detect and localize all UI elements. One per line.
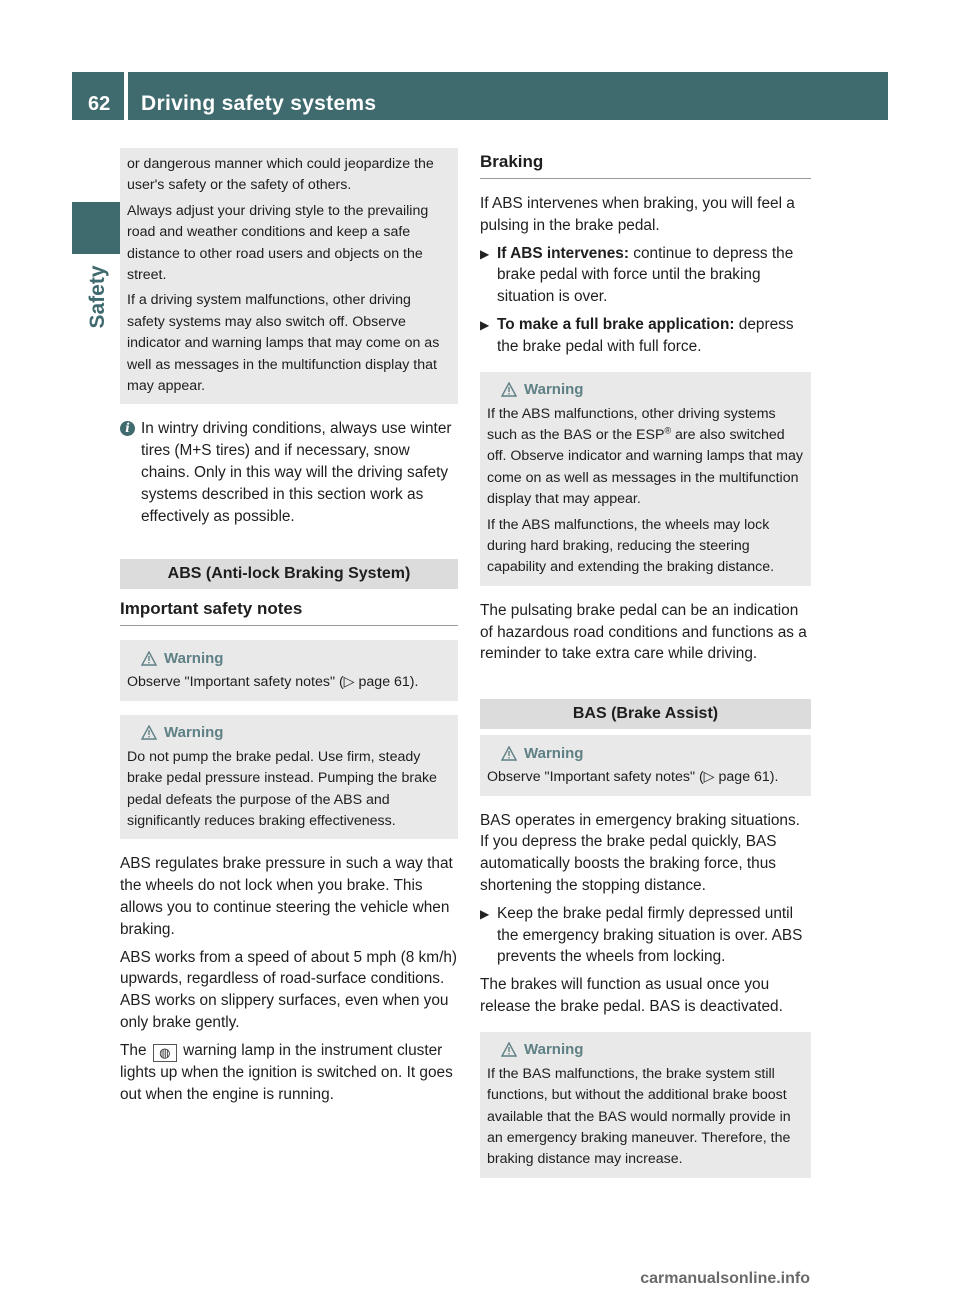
warning-heading: Warning xyxy=(501,378,804,402)
section-tab-label: Safety xyxy=(86,265,109,329)
warning-box xyxy=(120,640,458,700)
subheading-safety-notes: Important safety notes xyxy=(120,595,458,626)
warning-heading: Warning xyxy=(501,741,804,765)
body-paragraph: The pulsating brake pedal can be an indication of hazardous road conditions and functions as a reminder to take extra care while driving. xyxy=(480,601,807,663)
warning-text: Observe "Important safety notes" (▷ page 61). xyxy=(127,674,419,691)
body-paragraph: ABS regulates brake pressure in such a way that the wheels do not lock when you brake. This allows you to continue steering the vehicle when braking. xyxy=(120,855,453,938)
warning-triangle-icon xyxy=(501,1042,517,1057)
body-paragraph: BAS operates in emergency braking situations. If you depress the brake pedal quickly, BAS automatically boosts the braking force, thus shortening the stopping distance. xyxy=(480,811,800,895)
warning-triangle-icon xyxy=(141,725,157,740)
warning-text: If the BAS malfunctions, the brake system still functions, but without the additional brake boost available that the BAS would normally provide in an emergency braking maneuver. Therefore, the braking distance may increase. xyxy=(487,1065,791,1168)
warning-text: If the ABS malfunctions, other driving systems such as the BAS or the ESP® are also switched off. Observe indicator and warning lamps that may come on as well as messages in the multifunction display that may appear. xyxy=(487,405,803,508)
box-paragraph: Always adjust your driving style to the prevailing road and weather conditions and keep a safe distance to other road users and objects on the street. xyxy=(127,202,429,284)
left-column xyxy=(120,148,458,1111)
watermark: carmanualsonline.info xyxy=(640,1270,810,1287)
abs-warning-lamp-icon: ◍ xyxy=(153,1044,177,1062)
warning-box xyxy=(120,715,458,840)
instruction-step: ▶ If ABS intervenes: continue to depress the brake pedal with force until the braking situation is over. xyxy=(480,243,811,308)
box-paragraph: or dangerous manner which could jeopardize the user's safety or the safety of others. xyxy=(127,156,434,194)
body-paragraph: ABS works from a speed of about 5 mph (8 km/h) upwards, regardless of road-surface conditions. ABS works on slippery surfaces, even when you only brake gently. xyxy=(120,948,458,1032)
body-paragraph: The ◍ warning lamp in the instrument cluster lights up when the ignition is switched on. It goes out when the engine is running. xyxy=(120,1041,453,1103)
body-paragraph: If ABS intervenes when braking, you will feel a pulsing in the brake pedal. xyxy=(480,195,795,234)
section-heading-abs: ABS (Anti-lock Braking System) xyxy=(120,559,458,589)
warning-text: If the ABS malfunctions, the wheels may lock during hard braking, reducing the steering capability and extending the braking distance. xyxy=(487,516,775,576)
page-title: Driving safety systems xyxy=(128,72,888,120)
step-arrow-icon: ▶ xyxy=(480,246,490,261)
warning-box xyxy=(480,1032,811,1178)
instruction-step: ▶ To make a full brake application: depress the brake pedal with full force. xyxy=(480,314,811,358)
instruction-step: ▶ Keep the brake pedal firmly depressed until the emergency braking situation is over. ABS prevents the wheels from locking. xyxy=(480,903,811,968)
warning-box xyxy=(480,372,811,586)
warning-box-continued xyxy=(120,148,458,404)
section-tab-marker xyxy=(72,202,124,254)
page-number: 62 xyxy=(72,72,124,120)
section-heading-bas: BAS (Brake Assist) xyxy=(480,699,811,729)
info-icon: i xyxy=(120,421,135,436)
step-arrow-icon: ▶ xyxy=(480,317,490,332)
warning-text: Do not pump the brake pedal. Use firm, steady brake pedal pressure instead. Pumping the brake pedal defeats the purpose of the ABS and significantly reduces braking effectiveness. xyxy=(127,748,437,830)
info-text: In wintry driving conditions, always use winter tires (M+S tires) and if necessary, snow chains. Only in this way will the driving safety systems described in this section work as effectively as possible. xyxy=(141,420,452,525)
warning-heading: Warning xyxy=(501,1038,804,1062)
subheading-braking: Braking xyxy=(480,148,811,179)
warning-heading: Warning xyxy=(141,721,451,745)
warning-heading: Warning xyxy=(141,646,451,670)
body-paragraph: The brakes will function as usual once you release the brake pedal. BAS is deactivated. xyxy=(480,976,783,1015)
right-column xyxy=(480,148,811,1192)
warning-triangle-icon xyxy=(501,746,517,761)
warning-triangle-icon xyxy=(141,651,157,666)
warning-text: Observe "Important safety notes" (▷ page 61). xyxy=(487,769,779,786)
box-paragraph: If a driving system malfunctions, other driving safety systems may also switch off. Observe indicator and warning lamps that may come on as well as messages in the multifunction display that may appear. xyxy=(127,292,440,395)
warning-triangle-icon xyxy=(501,382,517,397)
step-arrow-icon: ▶ xyxy=(480,906,490,921)
warning-box xyxy=(480,735,811,795)
info-note xyxy=(120,418,458,527)
